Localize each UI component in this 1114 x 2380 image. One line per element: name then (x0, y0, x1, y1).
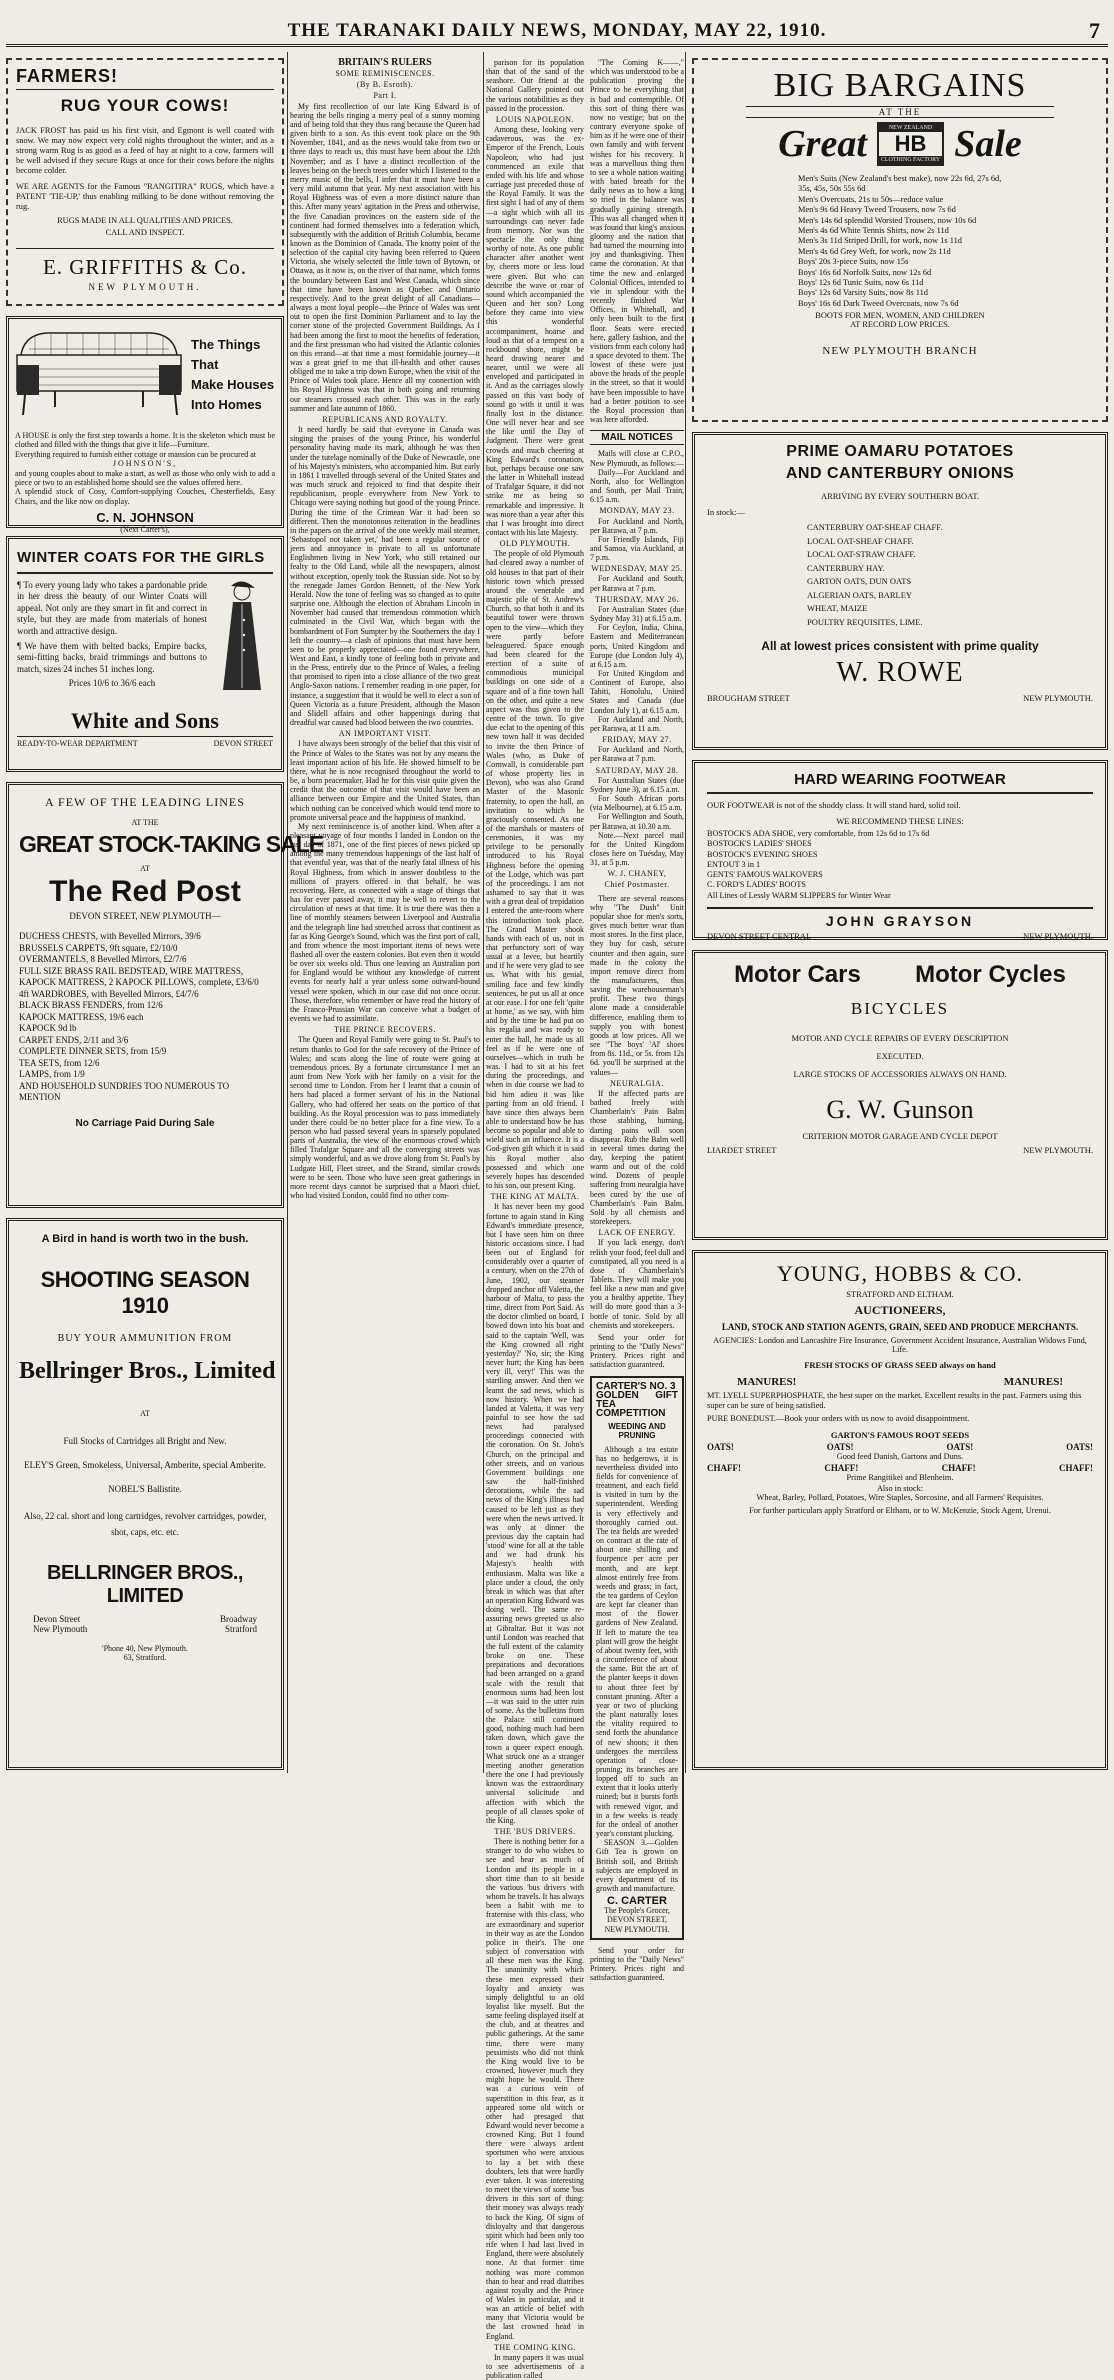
article-subhead: REPUBLICANS AND ROYALTY. (322, 414, 448, 424)
rug-heading: RUG YOUR COWS! (60, 96, 230, 115)
motor-cars-heading: Motor Cars (734, 961, 861, 988)
sale-word: Sale (954, 123, 1022, 165)
list-item: FULL SIZE BRASS RAIL BEDSTEAD, WIRE MATTRESS, KAPOCK MATTRESS, 2 KAPOCK PILLOWS, complete, £3/6/0 (19, 965, 259, 987)
footwear-item: BOSTOCK'S EVENING SHOES (707, 849, 818, 859)
article-subhead: AN IMPORTANT VISIT. (338, 729, 432, 739)
column-rule (287, 52, 288, 1773)
divider (16, 248, 274, 249)
article-subhead: OLD PLYMOUTH. (499, 539, 571, 549)
masthead (0, 0, 1114, 46)
grayson-intro: OUR FOOTWEAR is not of the shoddy class. It will stand hard, solid toil. (707, 800, 961, 810)
carter-subhead: WEEDING AND PRUNING (608, 1422, 666, 1441)
list-item: DUCHESS CHESTS, with Bevelled Mirrors, 39/6 (19, 931, 201, 941)
bellringer-line: Full Stocks of Cartridges all Bright and New. (63, 1436, 227, 1446)
footwear-item: GENTS' FAMOUS WALKOVERS (707, 870, 823, 880)
carter-heading: COMPETITION (596, 1408, 666, 1420)
article-paragraph: It has never been my good fortune to again stand in King Edward's immediate presence, but I have seen him on three historic occasions since. I had been out of England for considerably over a quarter of a century, when on the 27th of June, 1902, our steamer dropped anchor off Valetta, the harbour of Malta, to pass the time, direct from Port Said. As the doctor climbed on board, I bowed down into his boat and said to the captain 'Well, was the King crowned all right yesterday?' 'No, sir; the King never hurt; the King has been very ill, very!' This was the startling answer. And then we learnt the sad news, which is now history. When we had landed at Valetta, it was very painful to see how the sad news had paralysed proceedings connected with the coronation. On St. John's Church, on the principal and other streets, and on various Government buildings one saw the half-finished decorations, while the sad news of the King's illness had caused to be left just as they were when the news arrived. It was only at dinner the previous day the captain had 'stood' wine for all at the table and we had drunk his Majesty's health with enthusiasm. Malta was like a place under a cloud, the only break in which was that after an operation King Edward was doing well. The same re-assuring news greeted us also at Gibraltar. But it was not until London was reached that the full extent of the calamity broke on one. These preparations and decorations had been arranged on a grand scale with the result that enormous sums had been lost—it was said to the utter ruin of some. As the bulletins from the Palace still continued good, nothing much had been taken down, which gave the town a queer expect enough. What struck one as a stranger meeting another generation there the one I had previously known was the extraordinary universal solicitude and affection with which the people of all classes spoke of the King. (486, 1202, 584, 1825)
bargain-item: Men's Overcoats, 21s to 50s—reduce value (798, 194, 944, 204)
bargain-item: Boys' 20s 3-piece Suits, now 15s (798, 257, 909, 267)
farmers-made: RUGS MADE IN ALL QUALITIES AND PRICES. (57, 216, 233, 225)
bargain-item: Men's Suits (New Zealand's best make), now 22s 6d, 27s 6d, 35s, 45s, 50s 55s 6d (798, 174, 1002, 194)
oats-label: OATS! (826, 1442, 854, 1452)
rowe-heading: AND CANTERBURY ONIONS (785, 465, 1015, 482)
masthead-rule (6, 44, 1108, 47)
article-paragraph: I have always been strongly of the belief that this visit of the Prince of Wales to the States was not by any means the least important action of his life. He showed himself to be there, what he is now recognised throughout the world to be, a born peacemaker. Had he for this visit quite given the credit that the outcome of that visit would have been an alliance between our Empire and the United States, than which nothing can be conceived which would tend more to promote universal peace and the happiness of mankind. (290, 739, 480, 822)
mail-day-heading: THURSDAY, MAY 26. (595, 594, 679, 604)
rowe-item: CANTERBURY OAT-SHEAF CHAFF. (807, 522, 943, 532)
ad-red-post (6, 782, 324, 1208)
mail-line: For Auckland and North, per Rarawa, at 11 a.m. (590, 714, 684, 733)
mail-intro: Mails will close at C.P.O., New Plymouth, as follows:— (590, 449, 684, 468)
mail-day-heading: SATURDAY, MAY 28. (595, 765, 679, 775)
grayson-recommend: WE RECOMMEND THESE LINES: (836, 816, 964, 826)
footwear-item: BOSTOCK'S LADIES' SHOES (707, 839, 812, 849)
bellringer-buy: BUY YOUR AMMUNITION FROM (57, 1333, 233, 1344)
rowe-item: ALGERIAN OATS, BARLEY (807, 589, 913, 600)
bellringer-right-line: Stratford (225, 1624, 257, 1634)
white-paragraph: ¶ We have them with belted backs, Empire backs, semi-fitting backs, braid trimmings and buttons to match, sizes 24 inches 51 inches long. (17, 641, 207, 674)
mail-line: Note.—Next parcel mail for the United Kingdom closes here on Tuesday, May 31, at 5 p.m. (590, 830, 684, 868)
oats-label: OATS! (1066, 1442, 1093, 1452)
mail-line: For Auckland and North, per Rarawa, at 7 p.m. (590, 516, 684, 535)
rowe-name: W. ROWE (836, 657, 964, 688)
bellringer-firm: Bellringer Bros., Limited (19, 1358, 276, 1384)
bellringer-at: AT (140, 1409, 150, 1418)
mail-line: For United Kingdom and Continent of Europe, also Tahiti, Honolulu, United States and Canada (due London July 1), at 6.15 a.m. (590, 669, 684, 715)
article-paragraph: There are several reasons why "The Dush" Unit popular shoe for men's sorts, gives much better wear than most stores. In the first place, they buy for cash, secure counter and then again, sure made in the colony the import remove direct from the manufacturers, thus saving the warehouseman's profit. These two things alone made a considerable difference, enabling them to supply you with honest goods at low prices. All we see "The boys' 'Al' shoes from 8s. 11d., or 5s. from 12s 6d. you'll be surprised at the values— (590, 893, 684, 1077)
johnson-at: JOHNSON'S, (112, 459, 178, 469)
bellringer-right-line: Broadway (220, 1614, 257, 1624)
johnson-body: A splendid stock of Cosy, Comfort-supplying Couches, Chesterfields, Easy Chairs, and the like now on display. (15, 487, 275, 506)
farmers-call: CALL AND INSPECT. (105, 228, 185, 237)
mail-line: For Auckland and North, per Rarawa at 7 p.m. (590, 745, 684, 764)
headline-line: Into Homes (191, 397, 262, 412)
ad-carter (590, 1376, 684, 1940)
johnson-sub: (Next Carter's), (120, 525, 170, 535)
manures-label: MANURES! (737, 1376, 797, 1388)
young-auctioneers: AUCTIONEERS, (854, 1303, 946, 1317)
bellringer-left-line: New Plymouth (33, 1624, 88, 1634)
bargain-item: Boys' 16s 6d Dark Tweed Overcoats, now 7s 6d (798, 298, 959, 308)
ad-bellringer (6, 1218, 284, 1770)
mail-line: For Wellington and South, per Rarawa, at 10.30 a.m. (590, 812, 684, 831)
ad-johnson (6, 316, 284, 535)
headline-line: Make Houses (191, 377, 275, 392)
girl-coat-illustration (211, 580, 273, 700)
chaff-label: CHAFF! (824, 1463, 859, 1473)
young-bonedust: PURE BONEDUST.—Book your orders with us now to avoid disappointment. (707, 1414, 970, 1423)
mail-line: For Ceylon, India, China, Eastern and Mediterranean ports, United Kingdom and Europe (due London July 4), at 6.15 a.m. (590, 623, 684, 669)
bellringer-proverb: A Bird in hand is worth two in the bush. (41, 1233, 249, 1245)
rowe-heading: PRIME OAMARU POTATOES (786, 443, 1014, 460)
carter-address: DEVON STREET, (607, 1915, 667, 1925)
gunson-sub: CRITERION MOTOR GARAGE AND CYCLE DEPOT (802, 1131, 998, 1141)
red-post-intro: A FEW OF THE LEADING LINES (45, 795, 245, 809)
young-garton: GARTON'S FAMOUS ROOT SEEDS (830, 1430, 970, 1440)
carter-body: Although a tea estate has no hedgerows, it is nevertheless divided into fields for convenience of treatment, and each field is visited in turn by the superintendent. Weeding is very effectively and thoroughly carried out. The tea fields are weeded on contract at the rate of about one shilling and fourpence per acre per month, and are kept almost entirely free from weeds and grass; in fact, the tea gardens of Ceylon are kept far cleaner than most of the flower gardens of New Zealand. If left to mature the tea plant will grow the height of about twenty feet, with a circumference of about the same. But the art of the planter keeps it down to about three feet by constant pruning. After a year or two of plucking the plant naturally loses the vitality required to send forth the abundance of new shoots; it then undergoes the merciless operation of close-pruning; its branches are lopped off to such an extent that it looks utterly ruined; but it bursts forth with renewed vigor, and in a few weeks is ready for the ordeal of another year's constant plucking. (596, 1444, 678, 1839)
article-subhead: THE PRINCE RECOVERS. (334, 1025, 436, 1035)
masthead-title: THE TARANAKI DAILY NEWS, MONDAY, MAY 22, 1910. (287, 20, 827, 41)
list-item: COMPLETE DINNER SETS, from 15/9 (19, 1046, 167, 1056)
footwear-item: C. FORD'S LADIES' BOOTS (707, 880, 806, 890)
article-paragraph: There is nothing better for a stranger to do who wishes to see and hear as much of London and its people in a short time than to sit beside the various 'bus drivers with whom he travels. It has always been a habit with me to fraternise with this class, who are extraordinary and superior in their way as are the London police in their's. The one subject of conversation with all these men was the King. The unanimity with which these men expressed their loyalty and anxiety was simply delightful to an old loyalist like myself. But the same feeling displayed itself at the club, and at theatres and public gatherings. At the same time, there were many pessimists who did not think the King would live to be crowned, however much they might hope he would. There was a curious vein of superstition in this fear, as it appeared some old witch or other had presaged that Edward would never become a crowned King. But I found there were always ardent sportsmen who were anxious to lay a bet with these doubters, lets that were hardly ever taken. It was interesting to meet the views of some 'bus drivers in this sort of thing: their money was always ready to back the King. Of signs of disloyalty and that dangerous spirit which had been only too rife when I had last lived in England, there were absolutely none. At that former time nothing was more common than to hear and read diatribes against royalty and the Prince of Wales in particular, and it was an article of belief with many that Victoria would be the last crowned head in England. (486, 1837, 584, 2341)
white-paragraph: ¶ To every young lady who takes a pardonable pride in her dress the beauty of our Winter Coats will appeal. Not only are they smart in fit and correct in style, but they are made from materials of honest worth and attractive design. (17, 580, 207, 636)
printing-notice: Send your order for printing to the "Daily News" Printery. Prices right and satisfaction guaranteed. (590, 1332, 684, 1370)
young-heading: YOUNG, HOBBS & CO. (777, 1261, 1023, 1286)
hb-logo: HB (894, 131, 927, 156)
article-paragraph: It need hardly be said that everyone in Canada was singing the praises of the young Prince, his wonderful personality having made its mark, although he was then under the tutelage nominally of the Duke of Newcastle, one of his Majesty's ministers, who accompanied him. But early in 1861 I travelled through several of the United States and was much struck and rejoiced to find that despite their republicanism, people everywhere from New York to Chicago were saying nothing but good of the young Prince. During the time of the Crimean War it had been so different. Then the monotonous reiteration in the headlines in the papers on the arrival of the one weekly mail steamer, 'Sebastopol not taken yet,' had been a regular source of jeers and annoyance in private to all us unfortunate Englishmen living in New York, who still retained our fealty to the Old Land, while all the newspapers, almost without exception, openly took the Russian side. Not so by the renegade James Gordon Bennett, of the New York Herald. Now the tone of feeling was so changed as to quite surprise one. Although the election of Abraham Lincoln in November had caused that tremendous commotion which culminated in the Civil War, which began with the bombardment of Fort Sumpter by the Southerners the day I left the country—a clash of opinions that must have been seen to be properly appreciated—one found everywhere, West and East, a kindly tone of feeling both in private and in the Press, entirely due to the Prince of Wales, a feeling that promised to ripen into a close alliance of the two great Anglo-Saxon nations. I remember reading in one paper, for instance, a suggestion that it would be well to elect a son of Queen Victoria as a future President, although the Mason and Slidell affairs and other happenings during that dreadful war caused bad blood between the two countries. (290, 425, 480, 728)
ad-griffiths (6, 58, 284, 306)
article-paragraph: If the affected parts are bathed freely with Chamberlain's Pain Balm those stabbing, burning, darting pains will soon disappear. Rub the Balm well in several times during the day, keeping the patient warm and out of the cold wind. Dozens of people suffering from neuralgia have been cured by the use of Chamberlain's Pain Balm. Sold by all chemists and storekeepers. (590, 1088, 684, 1227)
grayson-heading: HARD WEARING FOOTWEAR (707, 771, 1093, 794)
mail-line: For Auckland and South, per Rarawa at 7 p.m. (590, 574, 684, 593)
gunson-street: LIARDET STREET (707, 1145, 777, 1155)
mail-notices-heading: MAIL NOTICES (590, 430, 684, 445)
bargain-item: Boys' 12s 6d Varsity Suits, now 8s 11d (798, 288, 928, 298)
list-item: KAPOCK 9d lb (19, 1023, 77, 1033)
bargain-item: Men's 9s 6d Heavy Tweed Trousers, now 7s 6d (798, 205, 956, 215)
article-paragraph: If you lack energy, don't relish your food, feel dull and constipated, all you need is a dose of Chamberlain's Tablets. They will make you feel like a new man and give you a healthy appetite. They will do more good than a 3-bottle of tonic. Sold by all chemists and storekeepers. (590, 1238, 684, 1330)
young-land: LAND, STOCK AND STATION AGENTS, GRAIN, SEED AND PRODUCE MERCHANTS. (721, 1322, 1079, 1332)
motor-cycles-heading: Motor Cycles (915, 961, 1066, 988)
article-paragraph: The people of old Plymouth had cleared away a number of old houses in that part of their historic town which pressed around the venerable and majestic pile of St. Andrew's Church, so that both it and its beautiful tower were thrown open to the view—which they were partly before beleaguered. Space enough had been cleared for the erection of a suite of commodious municipal buildings on one side of a square and of a fine town hall on the other, and quite a new aspect was thus given to the centre of the town. To give due eclat to the opening of this new town hall it was decided to invite the then Prince of Wales (who, as Duke of Cornwall, is considerable part of whose property lies in Devon), who was also Grand Master of the Masonic fraternity, to open the hall, an invitation to which he graciously consented. As one of the marshals or masters of ceremonies, it was my privilege to be personally introduced to his Royal Highness before the opening of the Lodge, which was part of the proceedings. I am not ashamed to say that it was with a great deal of trepidation I entered the ante-room where this introduction took place. The Grand Master shook hands with each of us, not in that perfunctory sort of way usual at a levee, but heartily and if he were very glad to see us. What with his genial, smiling face and few kindly sentences, he put us all at once at our ease. I for one felt 'quite at home,' as we say, with him and by the time he had put on his regalia and was ready to enter the hall, he made us all feel as if he were one of ourselves—which in truth he was. I had to sit at his feet during the proceedings, and when in due course we had to bid him adieu it was like parting from an old friend. I have since then always been able to understand how he has become so popular and able to wield such an influence. It is a God-given gift which it is said his Royal mother also possessed and which one severely hopes has descended to his son, our present King. (486, 549, 584, 1191)
gunson-line: MOTOR AND CYCLE REPAIRS OF EVERY DESCRIPTION (791, 1033, 1009, 1043)
grayson-name: JOHN GRAYSON (707, 907, 1093, 929)
shooting-season-heading: SHOOTING SEASON 1910 (40, 1267, 250, 1318)
young-further: For further particulars apply Stratford or Eltham, or to W. McKenzie, Stock Agent, Urenui. (749, 1506, 1051, 1515)
big-bargains-branch: NEW PLYMOUTH BRANCH (822, 345, 978, 358)
article-subhead: LOUIS NAPOLEON. (495, 114, 575, 124)
johnson-name: C. N. JOHNSON (96, 510, 194, 526)
big-bargains-at: AT THE (746, 106, 1054, 118)
footwear-item: All Lines of Lessly WARM SLIPPERS for Winter Wear (707, 890, 891, 900)
bellringer-line: ELEY'S Green, Smokeless, Universal, Amberite, special Amberite. (24, 1460, 266, 1470)
list-item: AND HOUSEHOLD SUNDRIES TOO NUMEROUS TO MENTION (19, 1080, 230, 1102)
list-item: CARPET ENDS, 2/11 and 3/6 (19, 1034, 129, 1045)
white-prices: Prices 10/6 to 36/6 each (68, 678, 156, 689)
mail-day-heading: FRIDAY, MAY 27. (602, 735, 672, 745)
johnson-headline (191, 335, 274, 415)
bargain-item: Men's 4s 6d Grey Weft, for work, now 2s 11d (798, 246, 951, 256)
johnson-body: A HOUSE is only the first step towards a home. It is the skeleton which must be clothed and filled with the things that give it life—Furniture. (15, 431, 275, 450)
list-item: BRUSSELS CARPETS, 9ft square, £2/10/0 (19, 942, 178, 953)
article-paragraph: parison for its population than that of the sand of the seashore. Our friend at the National Gallery pointed out the various notabilities as they passed in the procession. (486, 58, 584, 113)
gunson-line: LARGE STOCKS OF ACCESSORIES ALWAYS ON HAND. (793, 1069, 1007, 1079)
bargain-item: Men's 14s 6d splendid Worsted Trousers, now 10s 6d (798, 215, 977, 225)
big-bargains-bottom: AT RECORD LOW PRICES. (850, 320, 950, 330)
red-post-name: The Red Post (49, 875, 241, 908)
rowe-item: CANTERBURY HAY. (807, 562, 885, 573)
farmers-body: JACK FROST has paid us his first visit, and Egmont is well coated with snow. We may now expect very cold nights throughout the winter, and as a strong warm Rug is as good as a feed of hay at night to a cow, farmers will be well advised if they secure Rugs at once for their cows before the nights become colder. (16, 126, 274, 175)
bellringer-left-line: Devon Street (33, 1614, 81, 1624)
column-article-continued (486, 58, 584, 2380)
article-paragraph: The Queen and Royal Family were going to St. Paul's to return thanks to God for the safe recovery of the Prince of Wales; and scats along the line of route were going at tremendous prices. By a fortunate circumstance I met an aunt from New York with her family on a visit for the second time to London. From her I learnt that a cousin of hers had placed a former servant of his in the National Gallery, who had offered her seats on the portico of that building. As the Royal procession was to pass immediately under there could be no better place for a fine view. To a person who had passed several years in sparsely populated parts of Australia, the view of the enormous crowd which filled Trafalgar Square and all the converging streets was simply wonderful, and as we drove along from St. Paul's by Ludgate Hill, Fleet street, and the Strand, similar crowds were to be seen. Those who have seen great gatherings in more recent days cannot be surprised that a Maori chief, who had visited London, could find no other com- (290, 1035, 480, 1201)
column-mail-notices (590, 58, 684, 1983)
stock-taking-heading: GREAT STOCK-TAKING SALE (19, 831, 324, 857)
grayson-town: NEW PLYMOUTH. (1023, 931, 1093, 942)
gunson-town: NEW PLYMOUTH. (1023, 1145, 1093, 1155)
rowe-item: WHEAT, MAIZE (807, 603, 868, 613)
article-paragraph: My next reminiscence is of another kind. When after a pleasant voyage of four months I landed in London on the last day of 1871, one of the first pieces of news picked up among the many tremendous happenings of the last half of that eventful year, was that of the nearly fatal illness of his Royal Highness, from which in answer doubtless to the millions of prayers offered in that behalf, he was recovering. Here, as connected with a stage of things that has for ever passed away, it may be well to revert to the circulation of news at that time. It is true there was then a line of monthly steamers between Liverpool and Australia and the telegraph line had stretched across that continent as far as King George's Sound, which was the first port of call, and from whence the most important items of news were flashed all over the eastern colonies. But even then it would be over six weeks old. Thus one leaving an Australian port for England would be without any knowledge of current events for nearly half a year unless some outward-bound vessel were spoken, which in our case did not once occur. Those, therefore, who remember or have read the history of the Franco-Prussian War can conceive what a budget of events we had to assimilate. (290, 821, 480, 1024)
article-subhead: THE KING AT MALTA. (490, 1192, 580, 1202)
big-bargains-heading: BIG BARGAINS (773, 67, 1027, 104)
printing-notice: Send your order for printing to the "Daily News" Printery. Prices right and satisfaction guaranteed. (590, 1945, 684, 1983)
carter-heading: CARTER'S NO. 3 (596, 1380, 676, 1392)
mail-day-heading: W. J. CHANEY, (607, 869, 667, 879)
bellringer-phone: 63, Stratford. (123, 1653, 167, 1662)
red-post-address: DEVON STREET, NEW PLYMOUTH— (69, 911, 221, 921)
bargain-item: Boys' 16s 6d Norfolk Suits, now 12s 6d (798, 267, 932, 277)
energy-heading: LACK OF ENERGY. (598, 1228, 676, 1238)
young-sub: STRATFORD AND ELTHAM. (846, 1289, 954, 1299)
young-wheat: Wheat, Barley, Pollard, Potatoes, Wire Staples, Sorcosine, and all Farmers' Requisites. (756, 1493, 1044, 1502)
mail-line: For South African ports (via Melbourne), at 6.15 a.m. (590, 794, 684, 813)
red-post-at2: AT (140, 864, 150, 873)
chaff-label: CHAFF! (707, 1463, 741, 1473)
column-rule (483, 52, 484, 1773)
rowe-item: LOCAL OAT-SHEAF CHAFF. (807, 535, 914, 546)
bargain-item: Men's 3s 11d Striped Drill, for work, now 1s 11d (798, 236, 962, 246)
footwear-item: ENTOUT 3 in 1 (707, 859, 761, 869)
carter-name: C. CARTER (607, 1895, 667, 1908)
mail-day-heading: MONDAY, MAY 23. (599, 506, 675, 516)
column-advertisements-right (688, 58, 1108, 1771)
white-department: READY-TO-WEAR DEPARTMENT (17, 739, 138, 748)
grayson-street: DEVON STREET CENTRAL (707, 931, 812, 942)
footwear-item: BOSTOCK'S ADA SHOE, very comfortable, from 12s 6d to 17s 6d (707, 829, 930, 838)
couch-illustration (15, 325, 183, 425)
column-article-britains-rulers (290, 58, 480, 1771)
list-item: OVERMANTELS, 8 Bevelled Mirrors, £2/7/6 (19, 954, 187, 964)
headline-line: That (191, 357, 219, 372)
hb-factory: CLOTHING FACTORY (880, 157, 941, 163)
rowe-item: GARTON OATS, DUN OATS (807, 576, 912, 586)
young-good: Good feed Danish, Gartons and Duns. (836, 1452, 964, 1461)
bellringer-phone: 'Phone 40, New Plymouth. (102, 1644, 188, 1653)
chaff-label: CHAFF! (1058, 1463, 1093, 1473)
mail-day-heading: WEDNESDAY, MAY 25. (591, 564, 683, 574)
rowe-arriving: ARRIVING BY EVERY SOUTHERN BOAT. (820, 491, 980, 501)
article-title: BRITAIN'S RULERS (338, 57, 432, 68)
hb-label: NEW ZEALAND (879, 124, 942, 132)
rowe-town: NEW PLYMOUTH. (1023, 693, 1093, 703)
griffiths-name: E. GRIFFITHS & Co. (42, 255, 248, 279)
oats-label: OATS! (707, 1442, 734, 1452)
young-stock: Also in stock: (876, 1484, 924, 1493)
johnson-body: and young couples about to make a start, as well as those who only wish to add a piece or two to an established home should see the values offered here. (15, 468, 275, 488)
carter-heading: GOLDEN GIFT TEA (596, 1389, 678, 1410)
article-subhead: THE COMING KING. (494, 2342, 576, 2352)
red-post-list (19, 931, 271, 1104)
column-rule (685, 52, 686, 1773)
list-item: KAPOCK MATTRESS, 19/6 each (19, 1011, 144, 1022)
article-byline: (By B. Esroth). (356, 80, 414, 90)
bicycles-heading: BICYCLES (850, 999, 950, 1018)
rowe-stock: In stock:— (707, 507, 746, 517)
carter-body: SEASON 3.—Golden Gift Tea is grown on British soil, and British subjects are employed in every department of its growth and manufacture. (596, 1838, 678, 1893)
article-part: Part I. (373, 91, 397, 101)
gunson-line: EXECUTED. (876, 1051, 924, 1061)
ad-white-and-sons (6, 536, 284, 772)
johnson-body: Everything required to furnish either cottage or mansion can be procured at (15, 449, 257, 459)
mail-line: Daily—For Auckland and North, also for Wellington and South, per Mail Train, 6.15 a.m. (590, 467, 684, 505)
young-agencies: AGENCIES: London and Lancashire Fire Insurance, Government Accident Insurance, Australian Widows Fund, Life. (713, 1336, 1087, 1354)
article-subtitle: SOME REMINISCENCES. (335, 69, 435, 79)
list-item: 4ft WARDROBES, with Bevelled Mirrors, £4/7/6 (19, 988, 199, 999)
bellringer-firm-bottom: BELLRINGER BROS., LIMITED (47, 1562, 243, 1607)
mail-line: For Australian States (due Sydney June 3), at 6.15 a.m. (590, 775, 684, 794)
carter-address: The People's Grocer, (604, 1906, 670, 1916)
oats-label: OATS! (946, 1442, 974, 1452)
rowe-slogan: All at lowest prices consistent with prime quality (761, 639, 1039, 653)
manures-label: MANURES! (1003, 1376, 1063, 1388)
bellringer-line: Also, 22 cal. short and long cartridges, revolver cartridges, powder, shot, caps, etc. etc. (23, 1511, 267, 1537)
red-post-footer: No Carriage Paid During Sale (75, 1117, 215, 1129)
big-bargains-bottom: BOOTS FOR MEN, WOMEN, AND CHILDREN (815, 311, 985, 321)
young-super: MT. LYELL SUPERPHOSPHATE, the best super on the market. Excellent results in the past. Farmers using this super can be sure of being satisfied. (707, 1391, 1082, 1410)
red-post-at: AT THE (131, 818, 159, 827)
gunson-name: G. W. Gunson (826, 1095, 974, 1124)
headline-line: The Things (191, 337, 261, 352)
rowe-street: BROUGHAM STREET (707, 693, 790, 703)
carter-address: NEW PLYMOUTH. (604, 1924, 670, 1934)
list-item: LAMPS, from 1/9 (19, 1069, 85, 1079)
page-number: 7 (1089, 18, 1100, 43)
list-item: BLACK BRASS FENDERS, from 12/6 (19, 1000, 163, 1010)
article-paragraph: In many papers it was usual to see advertisements of a publication called (486, 2352, 584, 2380)
white-firm: White and Sons (71, 708, 219, 733)
chaff-label: CHAFF! (941, 1463, 976, 1473)
great-word: Great (778, 123, 867, 165)
article-subhead: THE 'BUS DRIVERS. (494, 1827, 576, 1836)
farmers-heading: FARMERS! (16, 66, 274, 90)
mail-line: For Australian States (due Sydney May 31) at 6.15 a.m. (590, 604, 684, 624)
mail-line: For Friendly Islands, Fiji and Samoa, via Auckland, at 7 p.m. (590, 534, 684, 563)
young-prime: Prime Rangitikei and Blenheim. (846, 1473, 954, 1482)
column-advertisements-left (6, 58, 324, 1771)
article-paragraph: Among these, looking very cadaverous, was the ex-Emperor of the French, Louis Napoleon, who had just commenced an exile that ended with his life and whose carriage just preceded those of the Royal Family. It was the first sight I had of any of them—a sight which with all its surroundings can never fade from memory. Nor was the spectacle the only thing worthy of note. As one public character after another went by, cheers more or less loud were given. But who can describe the wave or roar of sound which accompanied the Queen and her son? Long before they came into view this wonderful accompaniment, hoarse and loud as that of a tempest on a rockbound shore, might be heard drawing nearer and nearer, until we were all enveloped and participated in it. And as the carriages slowly passed on this vast body of sound go with it until it was finally lost in the distance. One will never hear and see the like until the Day of Judgment. There were great crowds and much cheering at King Edward's coronation, but, perhaps because one saw the latter in Whitehall instead of Trafalgar Square, it did not strike me as being so remarkable and impressive. It was more than a year after this that I was brought into direct contact with his late Majesty. (486, 125, 584, 537)
griffiths-place: NEW PLYMOUTH. (88, 282, 202, 292)
white-street: DEVON STREET (213, 739, 273, 748)
article-paragraph: My first recollection of our late King Edward is of hearing the bells ringing a merry peal of a sunny morning and of being told that they thus rang because the Queen had given birth to a son. As this event took place on the 9th November, 1841, and as the news would take from two or three days to reach us, this must have been about the 12th November; and as I have a distinct recollection of the leaves being on the beech trees under which I listened to the merry music of the bells, I infer that it must have been a very mild autumn that year. My next association with his Royal Highness was of even a more distinct nature than this. After many years' agitation in the Press and otherwise, the five Canadian provinces on the eastern side of the continent had formed themselves into a federation which, subsequently with the addition of British Columbia, became known as the Dominion of Canada. The knotty point of the selection of the capital city having been referred to Queen Victoria, she wisely selected the little town of Bytown, or Ottawa, as it now is, on the river of that name, which forms the boundary between East and West Canada, which since that time have been known as Quebec and Ontario respectively. And to the great delight of all Canadians—always a most loyal people—the Prince of Wales was sent out to open the first Dominion Parliament and to lay the corner stone of the projected Government Buildings. As I had been among the first to moot the benefits of federation, and the first pressman who had visited the Atlantic colonies on this errand—at that time a most formidable journey—it was a great grief to me that ill-health and other causes obliged me to take a trip down Europe, when the visit of the Prince of Wales took place. Hence all my connection with his Royal Highness was that in both going and returning our steamers crossed each other. This was in the early summer and late autumn of 1860. (290, 101, 480, 413)
neuralgia-heading: NEURALGIA. (610, 1078, 664, 1088)
article-paragraph: "The Coming K——," which was understood to be a publication proving the Prince to be everything that is bad and contemptible. Of this sort of thing there was now no vestige; but on the contrary everyone spoke of him as if he were one of their own family and with fervent wishes for his recovery. It was a marvellous thing then to see a whole nation waiting with bated breath for the daily news as to how a king so tried in the balance was gradually gaining strength. This was all changed when it was found that king's anxious gloomy and the nation that had turned the mourning into joy and thanksgiving. Then came the coronation. At that time the new and enlarged Colonial Offices, intended to vie in splendour with the recently finished War Offices, in Whitehall, and only been built to the first floor. Seats were erected here, gallery fashion, and the visitors from each colony had a space devoted to them. The lowest of these were just above the heads of the people in the street, so that it would have been impossible to have had a better position to see the Royal procession than was here afforded. (590, 58, 684, 425)
mail-day-heading: Chief Postmaster. (604, 880, 670, 890)
rowe-item: POULTRY REQUISITES, LIME. (807, 616, 923, 627)
young-grass: FRESH STOCKS OF GRASS SEED always on hand (804, 1360, 996, 1370)
bargain-item: Boys' 12s 6d Tunic Suits, now 6s 11d (798, 278, 924, 288)
bargain-item: Men's 4s 6d White Tennis Shirts, now 2s 11d (798, 226, 949, 236)
farmers-agents: WE ARE AGENTS for the Famous "RANGITIRA" RUGS, which have a PATENT 'TIE-UP,' thus enabling milking to be done without removing the rug. (16, 182, 274, 211)
bellringer-line: NOBEL'S Ballistite. (108, 1484, 182, 1494)
rowe-item: LOCAL OAT-STRAW CHAFF. (807, 549, 916, 559)
list-item: TEA SETS, from 12/6 (19, 1057, 100, 1068)
winter-coats-heading: WINTER COATS FOR THE GIRLS (17, 545, 273, 574)
